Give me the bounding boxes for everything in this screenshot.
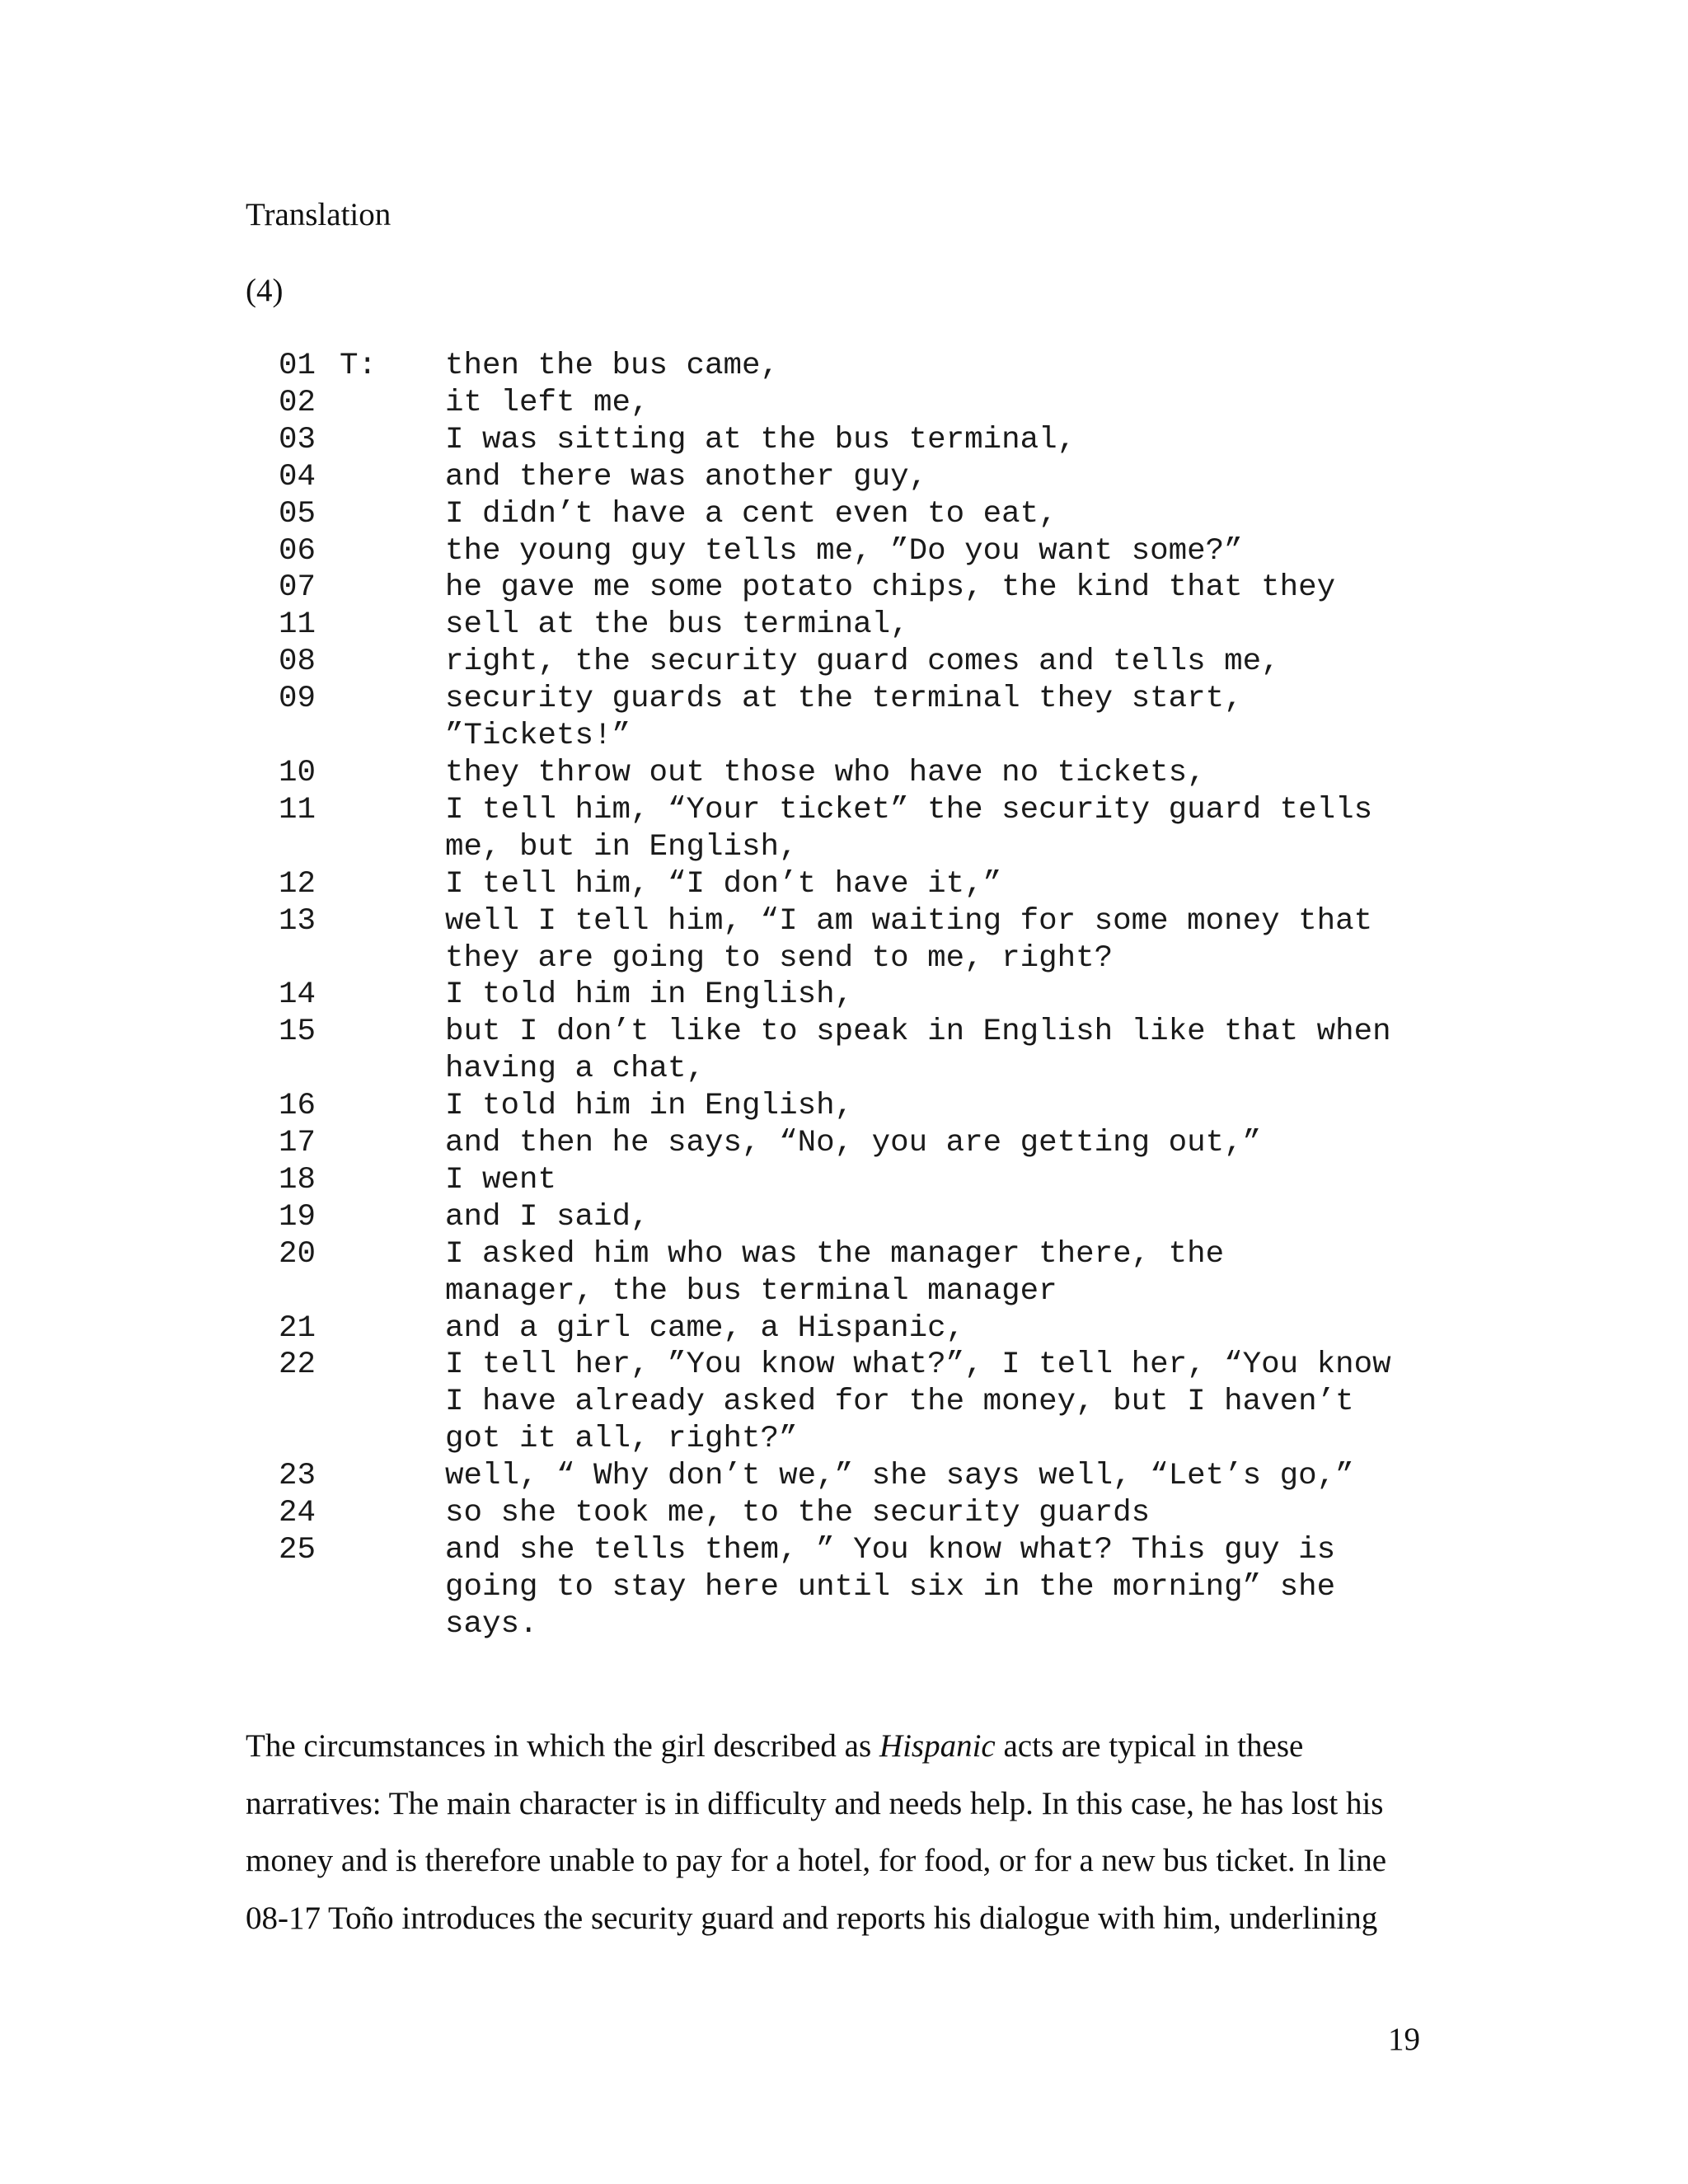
paragraph-text: The circumstances in which the girl described as [246,1728,879,1764]
transcript-line [279,903,1449,940]
transcript-line [279,496,1449,533]
line-text: I tell him, “Your ticket” the security guard tells [445,792,1373,827]
line-number: 04 [279,459,316,494]
transcript-line [279,1236,1449,1273]
transcript-line [279,1532,1449,1569]
line-text: and there was another guy, [445,459,928,494]
transcript-line [279,1162,1449,1199]
line-number [279,718,340,755]
line-text: having a chat, [445,1052,706,1087]
speaker-label [340,977,445,1014]
line-text: I asked him who was the manager there, the [445,1236,1225,1272]
line-text: but I don’t like to speak in English like that when [445,1015,1391,1050]
line-text: they are going to send to me, right? [445,940,1114,976]
line-text: he gave me some potato chips, the kind that they [445,570,1336,606]
line-text: the young guy tells me, ”Do you want some?” [445,533,1243,569]
line-number: 25 [279,1533,316,1568]
speaker-label [340,1347,445,1384]
transcript-line [279,940,1449,977]
example-label: (4) [246,273,284,308]
line-text: going to stay here until six in the morning” she [445,1569,1336,1605]
speaker-label [340,903,445,940]
transcript-line [279,1606,1449,1643]
speaker-label [340,1199,445,1236]
paragraph-line: 08-17 Toño introduces the security guard and reports his dialogue with him, underlining [246,1900,1378,1936]
line-text: and she tells them, ” You know what? This guy is [445,1533,1336,1568]
transcript-line [279,1495,1449,1532]
line-number: 08 [279,644,316,680]
line-text: got it all, right?” [445,1422,798,1457]
line-number: 05 [279,496,316,532]
line-text: so she took me, to the security guards [445,1496,1151,1531]
transcript-line [279,792,1449,829]
transcript-line [279,1273,1449,1310]
transcript-line [279,977,1449,1014]
line-number [279,1384,340,1421]
speaker-label [340,792,445,829]
line-text: well, “ Why don’t we,” she says well, “Let’s go,” [445,1459,1354,1494]
line-text: I went [445,1162,557,1197]
line-text: says. [445,1606,538,1642]
transcript-line [279,1088,1449,1125]
transcript-line [279,1384,1449,1421]
line-number: 18 [279,1162,316,1197]
line-text: manager, the bus terminal manager [445,1273,1057,1309]
section-heading: Translation [246,197,392,232]
transcript-line [279,718,1449,755]
line-number: 19 [279,1199,316,1235]
line-text: sell at the bus terminal, [445,607,909,643]
line-number: 20 [279,1236,316,1272]
speaker-label [340,940,445,977]
speaker-label [340,1310,445,1347]
paragraph-line: narratives: The main character is in difficulty and needs help. In this case, he has lost his [246,1785,1384,1821]
speaker-label [340,755,445,792]
line-number: 09 [279,682,316,717]
line-number: 10 [279,755,316,790]
speaker-label [340,1532,445,1569]
line-number: 14 [279,977,316,1013]
line-number: 06 [279,533,316,569]
transcript-line [279,1310,1449,1347]
speaker-label [340,681,445,718]
page-number: 19 [1388,2022,1420,2057]
line-number [279,1051,340,1088]
transcript-line [279,644,1449,681]
line-text: I was sitting at the bus terminal, [445,422,1076,457]
speaker-label [340,1606,445,1643]
speaker-label [340,1273,445,1310]
speaker-label [340,1051,445,1088]
line-number: 23 [279,1459,316,1494]
transcript-line [279,1125,1449,1162]
speaker-label [340,533,445,570]
line-text: right, the security guard comes and tells me, [445,644,1280,680]
line-text: they throw out those who have no tickets, [445,755,1206,790]
speaker-label [340,866,445,903]
line-number: 03 [279,422,316,457]
transcript-line [279,866,1449,903]
line-number: 07 [279,570,316,606]
speaker-label [340,1014,445,1051]
speaker-label [340,1384,445,1421]
transcript-line [279,1421,1449,1458]
line-text: and a girl came, a Hispanic, [445,1310,965,1346]
paragraph-line: money and is therefore unable to pay for a hotel, for food, or for a new bus ticket. In line [246,1843,1387,1878]
line-number: 22 [279,1347,316,1383]
transcript-line [279,681,1449,718]
transcript-line [279,829,1449,866]
transcript-line [279,459,1449,496]
line-number: 11 [279,607,316,643]
speaker-label [340,1162,445,1199]
speaker-label [340,459,445,496]
line-text: well I tell him, “I am waiting for some money that [445,903,1373,939]
transcript-line [279,1199,1449,1236]
speaker-label [340,496,445,533]
line-number [279,1273,340,1310]
line-text: and then he says, “No, you are getting out,” [445,1126,1262,1161]
line-text: it left me, [445,385,649,420]
line-text: I told him in English, [445,977,854,1013]
line-number: 15 [279,1015,316,1050]
paragraph-text: acts are typical in these [995,1728,1304,1764]
speaker-label [340,1569,445,1606]
line-text: I told him in English, [445,1089,854,1124]
line-text: I tell him, “I don’t have it,” [445,866,1002,902]
line-text: then the bus came, [445,349,780,383]
transcript-line [279,385,1449,422]
speaker-label [340,829,445,866]
transcript-line [279,755,1449,792]
line-number [279,940,340,977]
line-text: and I said, [445,1199,649,1235]
transcript-line [279,1051,1449,1088]
line-number: 11 [279,792,316,827]
line-number: 02 [279,385,316,420]
transcript-line [279,1014,1449,1051]
line-number: 12 [279,866,316,902]
line-number [279,1569,340,1606]
line-text: I didn’t have a cent even to eat, [445,496,1057,532]
speaker-label [340,569,445,607]
speaker-label [340,644,445,681]
transcript-line [279,1458,1449,1495]
speaker-label [340,1495,445,1532]
speaker-label [340,385,445,422]
speaker-label [340,422,445,459]
line-number: 13 [279,903,316,939]
line-text: me, but in English, [445,829,798,865]
speaker-label [340,1088,445,1125]
transcript-line [279,422,1449,459]
body-paragraph [246,1718,1449,1947]
line-number: 24 [279,1496,316,1531]
line-text: I tell her, ”You know what?”, I tell her, “You know [445,1347,1391,1383]
transcript-line [279,348,1449,385]
line-number: 16 [279,1089,316,1124]
line-number [279,829,340,866]
transcript-line [279,533,1449,570]
transcript-line [279,1569,1449,1606]
speaker-label [340,1236,445,1273]
speaker-label [340,718,445,755]
speaker-label [340,607,445,644]
transcript-line [279,1347,1449,1384]
speaker-label [340,1125,445,1162]
line-number [279,1421,340,1458]
transcript-line [279,607,1449,644]
line-number: 21 [279,1310,316,1346]
paragraph-line [246,1718,1449,1775]
emphasis-hispanic: Hispanic [879,1728,996,1764]
transcript-line [279,569,1449,607]
line-text: I have already asked for the money, but I haven’t [445,1385,1354,1420]
line-number [279,1606,340,1643]
line-text: security guards at the terminal they start, [445,682,1243,717]
line-text: ”Tickets!” [445,719,631,754]
line-number: 17 [279,1126,316,1161]
speaker-label [340,1421,445,1458]
line-number: 01 [279,349,316,383]
speaker-label: T: [340,349,377,383]
speaker-label [340,1458,445,1495]
transcript [279,348,1449,1643]
